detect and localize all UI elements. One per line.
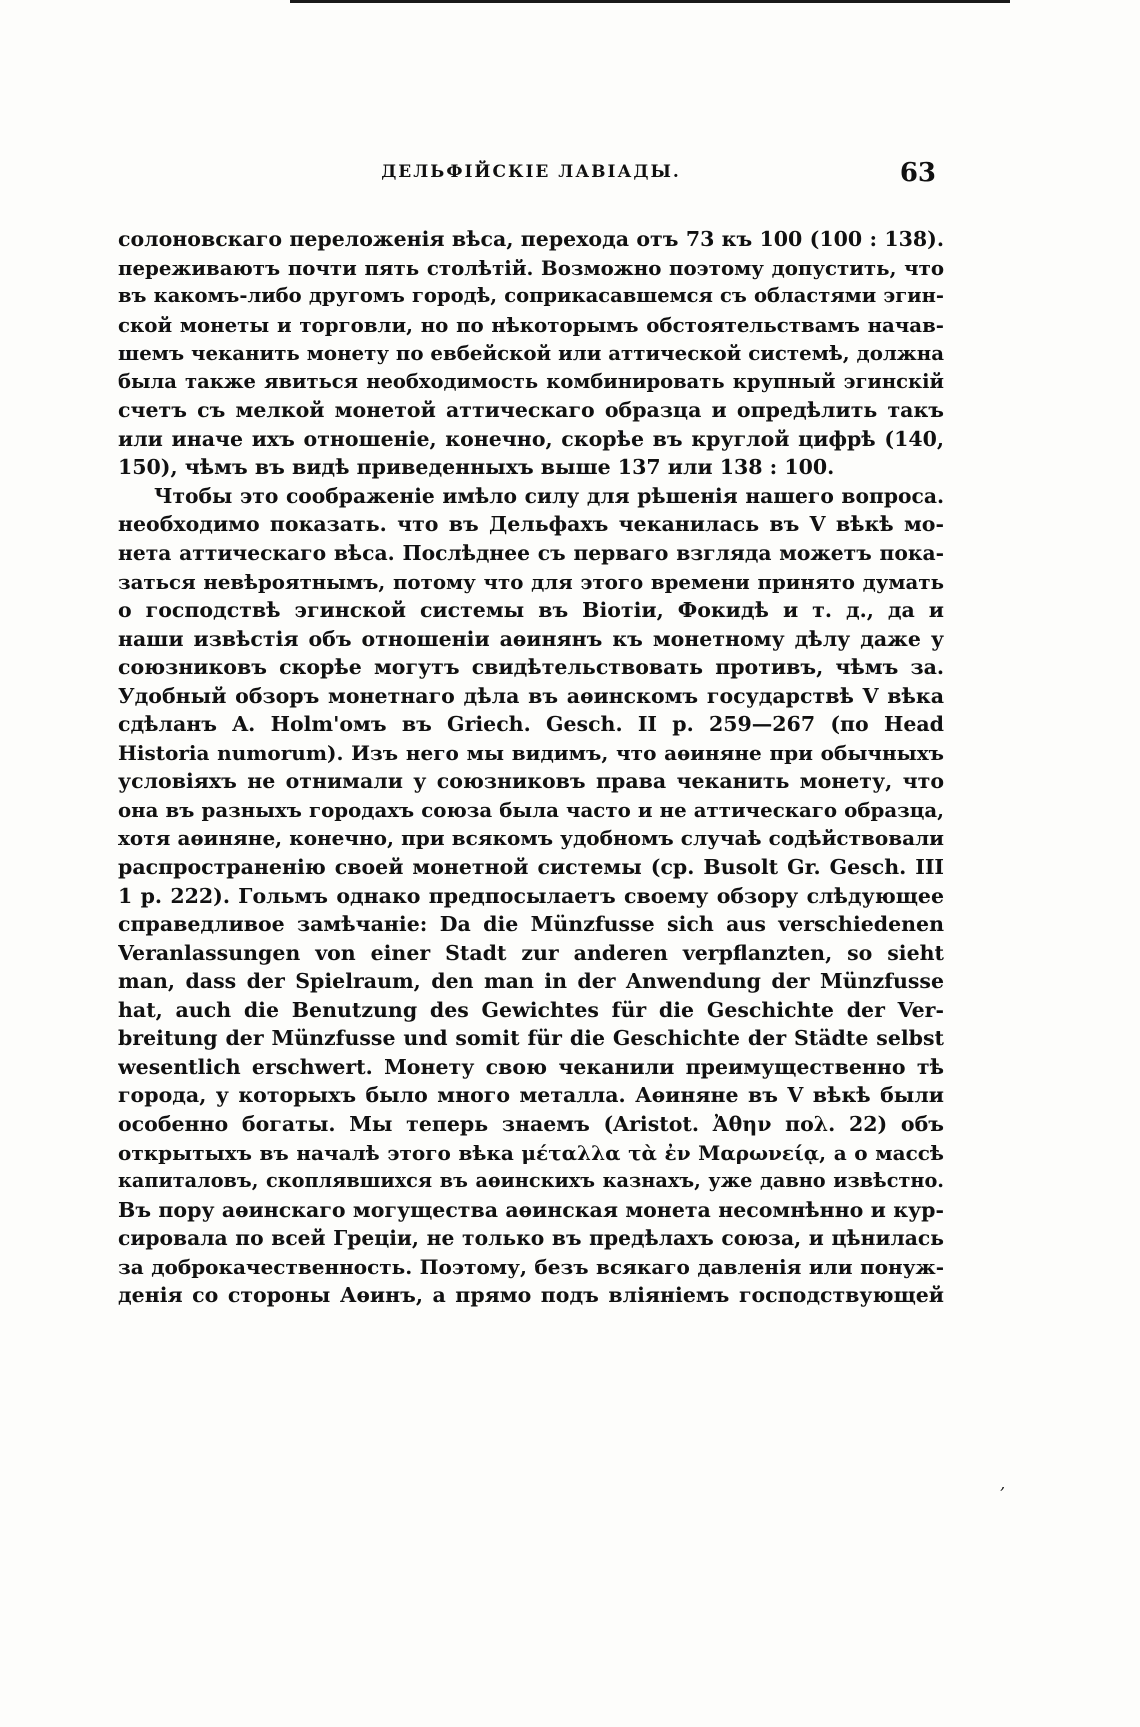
text-line: Въ пору аѳинскаго могущества аѳинская монета несомнѣнно и кур- <box>118 1197 944 1222</box>
running-head: ДЕЛЬФІЙСКІЕ ЛАВІАДЫ. <box>381 162 681 182</box>
text-line: wesentlich erschwert. Монету свою чеканили преимущественно тѣ <box>118 1054 944 1079</box>
text-line: переживаютъ почти пять столѣтій. Возможно поэтому допустить, что <box>118 255 944 280</box>
text-line: за доброкачественность. Поэтому, безъ всякаго давленія или понуж- <box>118 1254 944 1279</box>
text-line: breitung der Münzfusse und somit für die Geschichte der Städte selbst <box>118 1026 944 1051</box>
text-line: она въ разныхъ городахъ союза была часто и не аттическаго образца, <box>118 797 944 822</box>
text-line: капиталовъ, скоплявшихся въ аѳинскихъ казнахъ, уже давно извѣстно. <box>118 1169 944 1193</box>
text-line: нета аттическаго вѣса. Послѣднее съ перваго взгляда можетъ пока- <box>118 541 944 566</box>
text-line: сировала по всей Греціи, не только въ предѣлахъ союза, и цѣнилась <box>118 1226 944 1251</box>
text-line: города, у которыхъ было много металла. Аѳиняне въ V вѣкѣ были <box>118 1083 944 1108</box>
text-line: счетъ съ мелкой монетой аттическаго образца и опредѣлить такъ <box>118 398 944 423</box>
text-line: о господствѣ эгинской системы въ Віотіи, Фокидѣ и т. д., да и <box>118 598 944 623</box>
text-line: условіяхъ не отнимали у союзниковъ права чеканить монету, что <box>118 769 944 794</box>
text-line: распространенію своей монетной системы (ср. Busolt Gr. Gesch. III <box>118 855 944 880</box>
text-line: союзниковъ скорѣе могутъ свидѣтельствовать противъ, чѣмъ за. <box>118 655 944 680</box>
text-line: Veranlassungen von einer Stadt zur anderen verpflanzten, so sieht <box>118 940 944 965</box>
text-line: необходимо показать. что въ Дельфахъ чеканилась въ V вѣкѣ мо- <box>118 512 944 537</box>
text-line: особенно богаты. Мы теперь знаемъ (Aristot. Ἀθην πολ. 22) объ <box>118 1111 944 1136</box>
top-edge-rule <box>290 0 1010 3</box>
text-line: хотя аѳиняне, конечно, при всякомъ удобномъ случаѣ содѣйствовали <box>118 826 944 851</box>
text-line: наши извѣстія объ отношеніи аѳинянъ къ монетному дѣлу даже у <box>118 626 944 651</box>
text-line: денія со стороны Аѳинъ, а прямо подъ вліяніемъ господствующей <box>118 1283 944 1308</box>
body-text <box>118 225 944 1310</box>
text-line: справедливое замѣчаніе: Da die Münzfusse sich aus verschiedenen <box>118 912 944 937</box>
text-line: или иначе ихъ отношеніе, конечно, скорѣе въ круглой цифрѣ (140, <box>118 426 944 451</box>
text-line: шемъ чеканить монету по евбейской или аттической системѣ, должна <box>118 341 944 366</box>
text-line: была также явиться необходимость комбинировать крупный эгинскій <box>118 369 944 393</box>
text-line: въ какомъ-либо другомъ городѣ, соприкасавшемся съ областями эгин- <box>118 284 944 308</box>
text-line: man, dass der Spielraum, den man in der Anwendung der Münzfusse <box>118 969 944 994</box>
text-line: hat, auch die Benutzung des Gewichtes für die Geschichte der Ver- <box>118 997 944 1022</box>
text-line: 1 p. 222). Гольмъ однако предпосылаетъ своему обзору слѣдующее <box>118 883 944 908</box>
text-line: Historia numorum). Изъ него мы видимъ, что аѳиняне при обычныхъ <box>118 740 944 765</box>
page-number: 63 <box>899 158 936 188</box>
text-line: заться невѣроятнымъ, потому что для этого времени принято думать <box>118 569 944 594</box>
paragraph-start-line: Чтобы это соображеніе имѣло силу для рѣшенія нашего вопроса. <box>154 483 944 508</box>
text-line: солоновскаго переложенія вѣса, перехода отъ 73 къ 100 (100 : 138). <box>118 227 944 251</box>
text-line: сдѣланъ A. Holm'омъ въ Griech. Gesch. II p. 259—267 (по Head <box>118 712 944 737</box>
text-line: открытыхъ въ началѣ этого вѣка μέταλλα τὰ ἐν Μαρωνείᾳ, а о массѣ <box>118 1140 944 1165</box>
margin-mark: ‚ <box>1000 1474 1006 1493</box>
page-header <box>118 158 944 194</box>
text-line: ской монеты и торговли, но по нѣкоторымъ обстоятельствамъ начав- <box>118 312 944 337</box>
text-line: Удобный обзоръ монетнаго дѣла въ аѳинскомъ государствѣ V вѣка <box>118 683 944 708</box>
text-line: 150), чѣмъ въ видѣ приведенныхъ выше 137 или 138 : 100. <box>118 455 835 480</box>
